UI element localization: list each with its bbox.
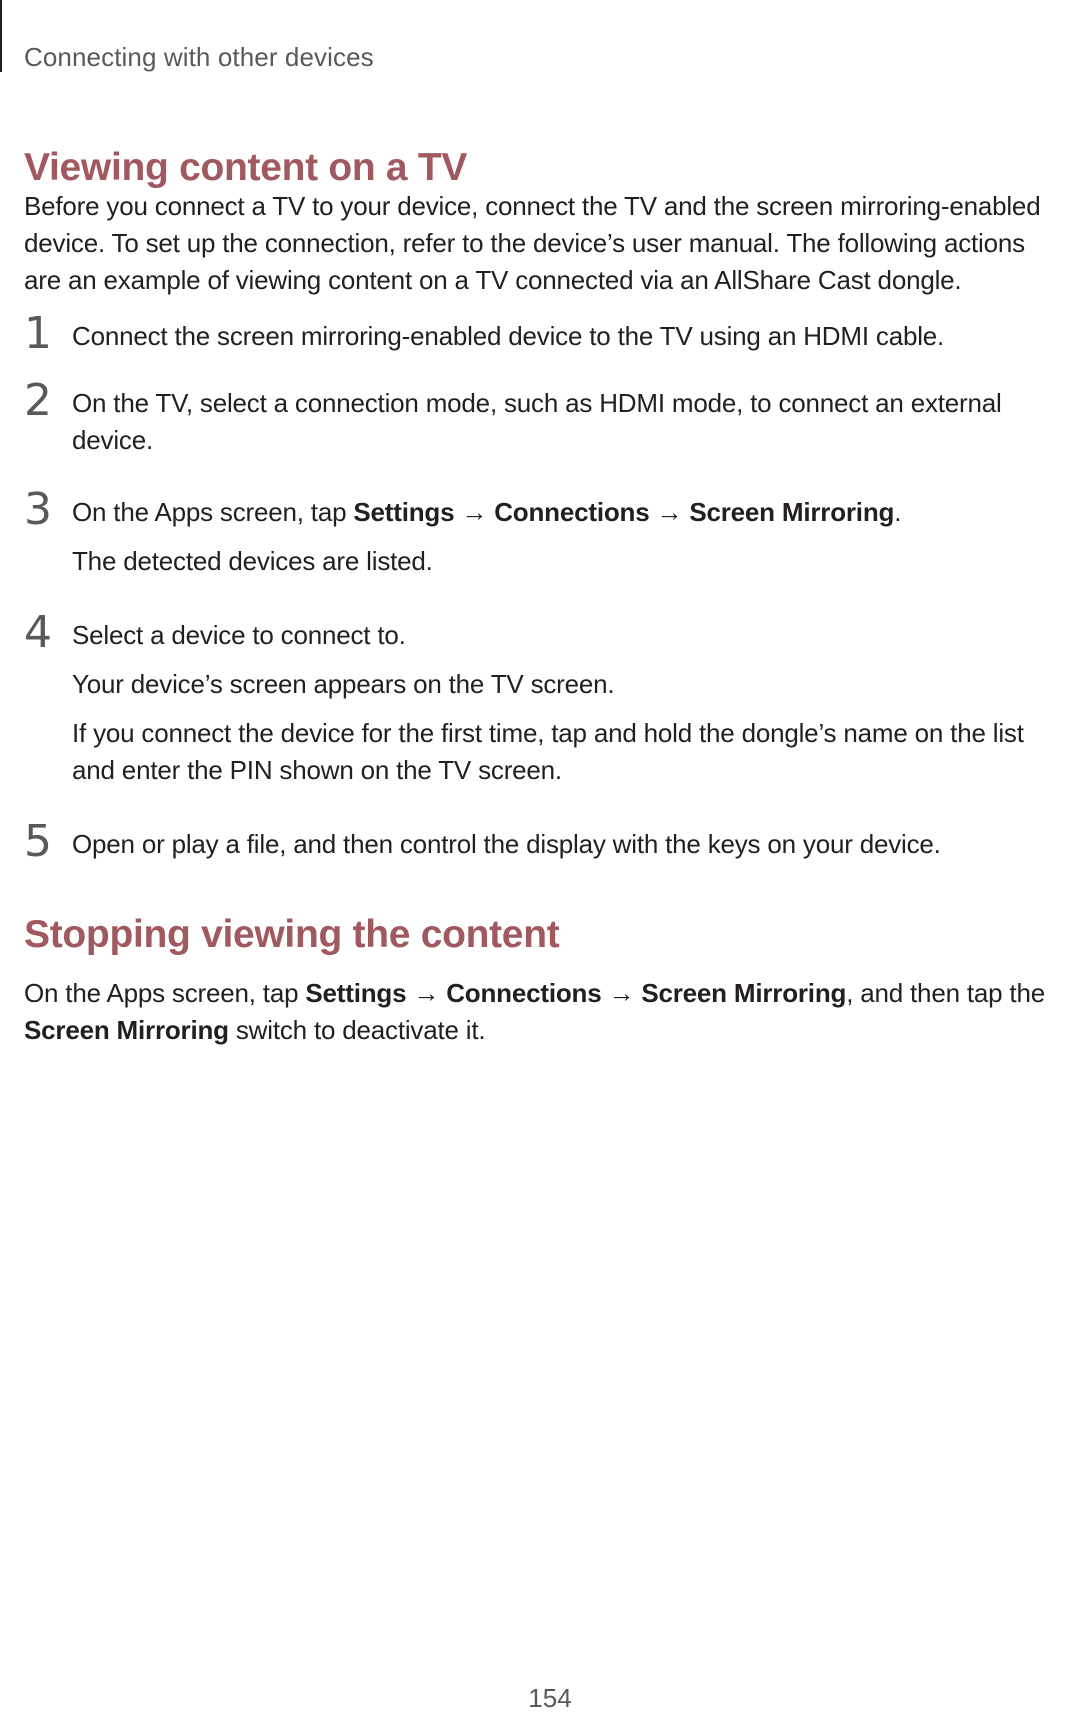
step-note: The detected devices are listed.	[72, 546, 433, 576]
step-text: Connect the screen mirroring-enabled device to the TV using an HDMI cable.	[72, 321, 945, 351]
menu-screen-mirroring: Screen Mirroring	[689, 497, 895, 527]
step-note: Your device’s screen appears on the TV screen.	[72, 669, 615, 699]
step-text: Select a device to connect to.	[72, 620, 406, 650]
menu-connections: Connections	[494, 497, 650, 527]
step-number: 2	[24, 375, 52, 426]
menu-settings: Settings	[353, 497, 455, 527]
step-text: On the Apps screen, tap Settings → Connections → Screen Mirroring.	[72, 497, 902, 527]
running-header: Connecting with other devices	[24, 42, 374, 72]
step-number: 1	[24, 308, 52, 359]
switch-screen-mirroring: Screen Mirroring	[24, 1015, 229, 1045]
step-number: 3	[24, 484, 52, 535]
step-number: 4	[24, 607, 52, 658]
stopping-paragraph: On the Apps screen, tap Settings → Connections → Screen Mirroring, and then tap the Screen Mirroring switch to deactivate it.	[24, 978, 1045, 1045]
step-note: If you connect the device for the first time, tap and hold the dongle’s name on the list and enter the PIN shown on the TV screen.	[72, 718, 1024, 785]
step-text: Open or play a file, and then control the display with the keys on your device.	[72, 829, 941, 859]
intro-paragraph: Before you connect a TV to your device, connect the TV and the screen mirroring-enabled device. To set up the connection, refer to the device’s user manual. The following actions are an example of viewing content on a TV connected via an AllShare Cast dongle.	[24, 191, 1041, 295]
step-text: On the TV, select a connection mode, such as HDMI mode, to connect an external device.	[72, 388, 1002, 455]
menu-screen-mirroring: Screen Mirroring	[641, 978, 847, 1008]
step-number: 5	[24, 816, 52, 867]
menu-connections: Connections	[446, 978, 602, 1008]
header-rule	[0, 0, 2, 72]
menu-settings: Settings	[305, 978, 407, 1008]
section-title-viewing-content: Viewing content on a TV	[24, 146, 468, 189]
section-title-stopping-content: Stopping viewing the content	[24, 913, 560, 956]
page-number: 154	[528, 1683, 572, 1713]
